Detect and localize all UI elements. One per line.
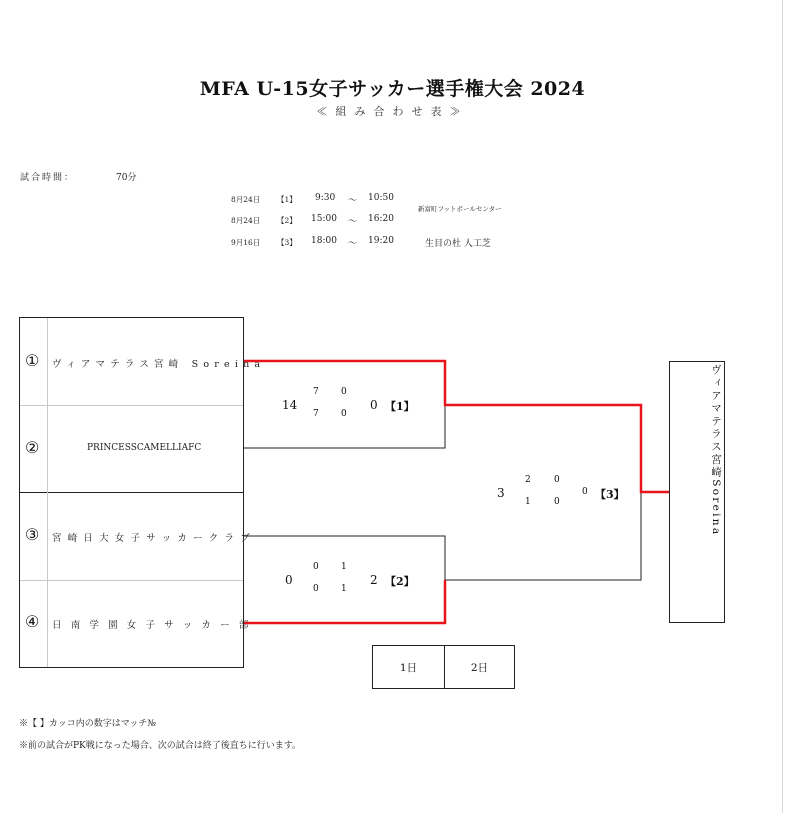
match3-half1-top: 2 xyxy=(525,475,531,485)
page-subtitle: ≪組み合わせ表≫ xyxy=(316,105,469,118)
schedule-sep: ～ xyxy=(348,196,358,206)
day-label: 1日 xyxy=(399,662,418,674)
match2-score-bottom: 2 xyxy=(370,573,378,587)
team-name: ヴィアマテラス宮崎 Soreina xyxy=(52,359,266,370)
bracket-line xyxy=(244,536,445,580)
schedule-match: 【2】 xyxy=(277,216,297,225)
venue: 新富町フットボールセンター xyxy=(418,205,502,213)
schedule-start: 15:00 xyxy=(311,214,337,224)
winner-box xyxy=(669,361,725,623)
schedule-start: 9:30 xyxy=(315,193,336,203)
schedule-match: 【3】 xyxy=(277,238,297,247)
match2-half1-bottom: 0 xyxy=(313,584,319,594)
match1-half1-bottom: 7 xyxy=(313,409,319,419)
team-number: ② xyxy=(25,438,40,457)
match2-half2-top: 1 xyxy=(341,562,347,572)
match1-score-bottom: 0 xyxy=(370,398,378,412)
match1-half2-bottom: 0 xyxy=(341,409,347,419)
bracket-line xyxy=(445,492,641,580)
match1-half1-top: 7 xyxy=(313,387,319,397)
schedule-date: 8月24日 xyxy=(231,195,261,204)
schedule-date: 8月24日 xyxy=(231,216,261,225)
page-title: MFA U-15女子サッカー選手権大会 2024 xyxy=(199,78,586,100)
match-time-label: 試合時間： xyxy=(20,173,76,183)
match2-half2-bottom: 1 xyxy=(341,584,347,594)
match-time-value: 70分 xyxy=(116,173,137,183)
match1-id: 【1】 xyxy=(385,400,415,413)
match3-half2-bottom: 0 xyxy=(554,497,560,507)
team-name: PRINCESSCAMELLIAFC xyxy=(87,443,202,453)
match3-score-bottom: 0 xyxy=(582,487,588,497)
match2-score-top: 0 xyxy=(285,573,293,587)
team-number: ③ xyxy=(25,525,40,544)
match1-half2-top: 0 xyxy=(341,387,347,397)
match2-half1-top: 0 xyxy=(313,562,319,572)
winner-name: ヴィアマテラス宮崎Soreina xyxy=(710,364,722,537)
note-match-number: ※【 】カッコ内の数字はマッチ№ xyxy=(19,719,156,729)
schedule-date: 9月16日 xyxy=(231,238,261,247)
schedule-sep: ～ xyxy=(348,239,358,249)
winner-path xyxy=(244,361,669,492)
team-name: 日南学園女子サッカー部 xyxy=(52,620,258,631)
match3-id: 【3】 xyxy=(595,488,625,501)
match3-half2-top: 0 xyxy=(554,475,560,485)
schedule-match: 【1】 xyxy=(277,195,297,204)
match3-score-top: 3 xyxy=(497,486,505,500)
schedule-start: 18:00 xyxy=(311,236,337,246)
day-label: 2日 xyxy=(470,662,489,674)
match3-half1-bottom: 1 xyxy=(525,497,531,507)
schedule-sep: ～ xyxy=(348,217,358,227)
match2-id: 【2】 xyxy=(385,575,415,588)
schedule-end: 16:20 xyxy=(368,214,394,224)
note-pk: ※前の試合がPK戦になった場合、次の試合は終了後直ちに行います。 xyxy=(19,741,302,751)
schedule-end: 10:50 xyxy=(368,193,394,203)
venue: 生目の杜 人工芝 xyxy=(425,239,491,249)
team-number: ④ xyxy=(25,612,40,631)
match1-score-top: 14 xyxy=(282,398,298,412)
team-name: 宮崎日大女子サッカークラブ xyxy=(52,533,256,544)
team-number: ① xyxy=(25,351,40,370)
schedule-end: 19:20 xyxy=(368,236,394,246)
